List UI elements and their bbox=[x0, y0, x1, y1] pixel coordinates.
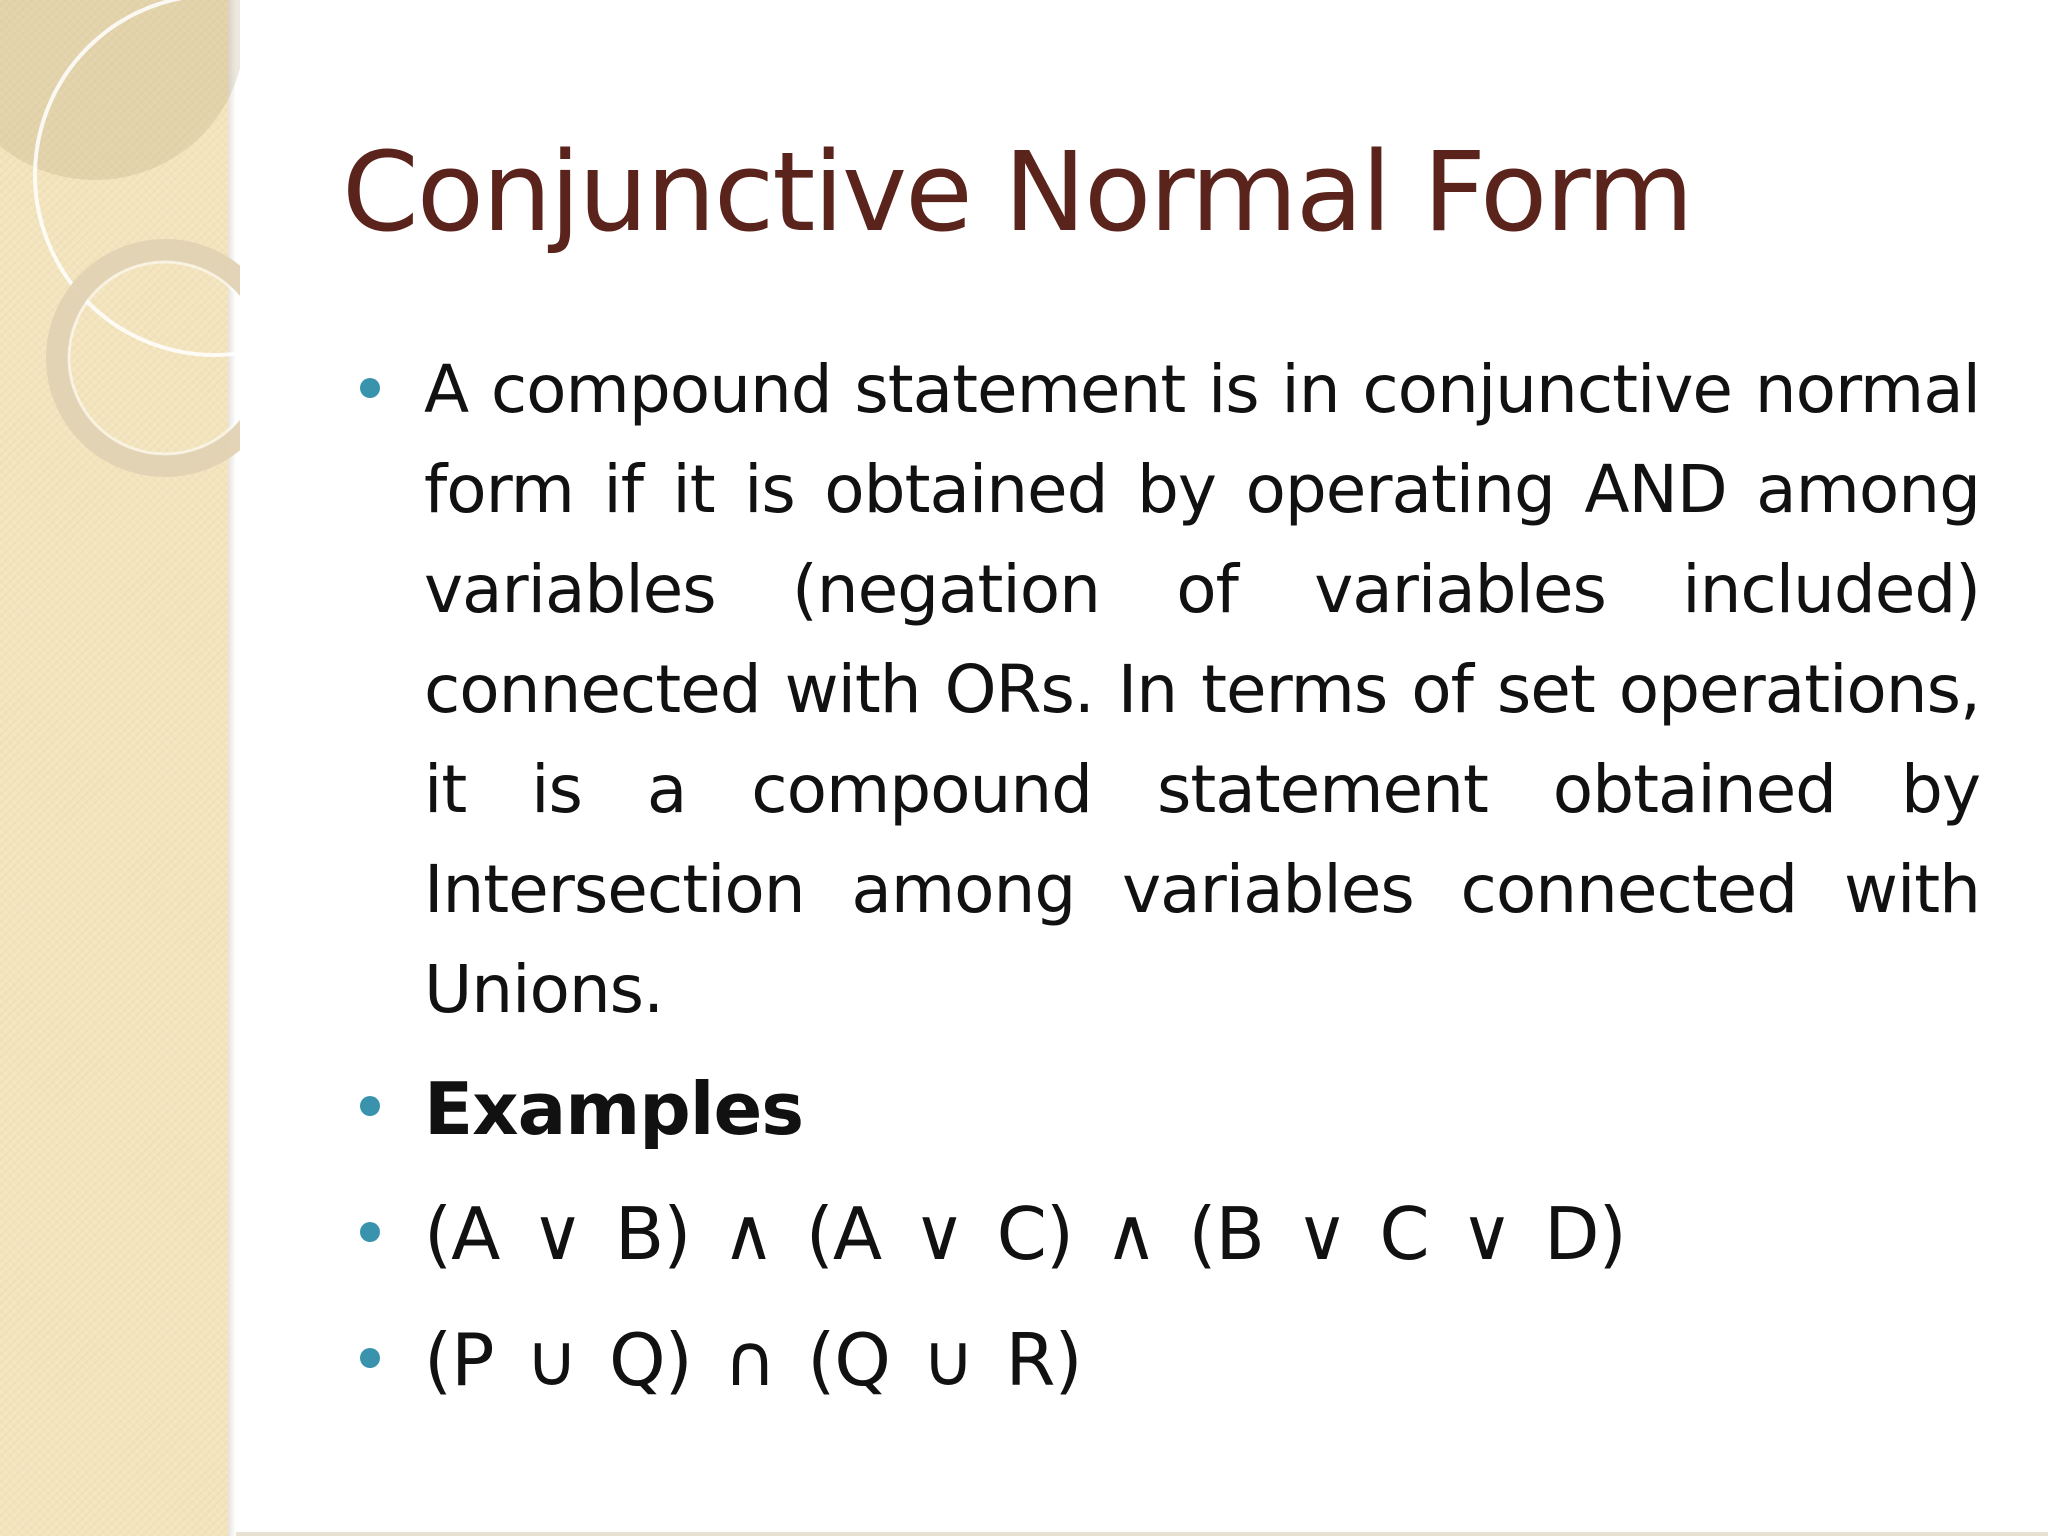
bullet-example-1 bbox=[352, 1178, 1980, 1290]
bottom-rule bbox=[236, 1532, 2048, 1536]
bullet-dot bbox=[360, 1222, 380, 1242]
slide-body bbox=[352, 340, 1980, 1430]
bullet-dot bbox=[360, 378, 380, 398]
example-1-formula: (A ∨ B) ∧ (A ∨ C) ∧ (B ∨ C ∨ D) bbox=[424, 1192, 1626, 1276]
slide-title: Conjunctive Normal Form bbox=[342, 128, 1692, 256]
decorative-ring-small bbox=[57, 250, 240, 466]
examples-heading: Examples bbox=[424, 1067, 804, 1151]
example-2-formula: (P ∪ Q) ∩ (Q ∪ R) bbox=[424, 1318, 1082, 1402]
decorative-circles bbox=[0, 0, 240, 520]
bullet-definition bbox=[352, 340, 1980, 1040]
bullet-example-2 bbox=[352, 1304, 1980, 1416]
bullet-dot bbox=[360, 1096, 380, 1116]
bullet-dot bbox=[360, 1348, 380, 1368]
bullet-examples-heading bbox=[352, 1054, 1980, 1164]
decorative-ring-small-inner bbox=[69, 262, 240, 454]
definition-text: A compound statement is in conjunctive normal form if it is obtained by operating AND among variables (negation of variables included) connected with ORs. In terms of set operations, it is a compound statement obtained by Intersection among variables connected with Unions. bbox=[424, 351, 1980, 1028]
bullet-list bbox=[352, 340, 1980, 1416]
